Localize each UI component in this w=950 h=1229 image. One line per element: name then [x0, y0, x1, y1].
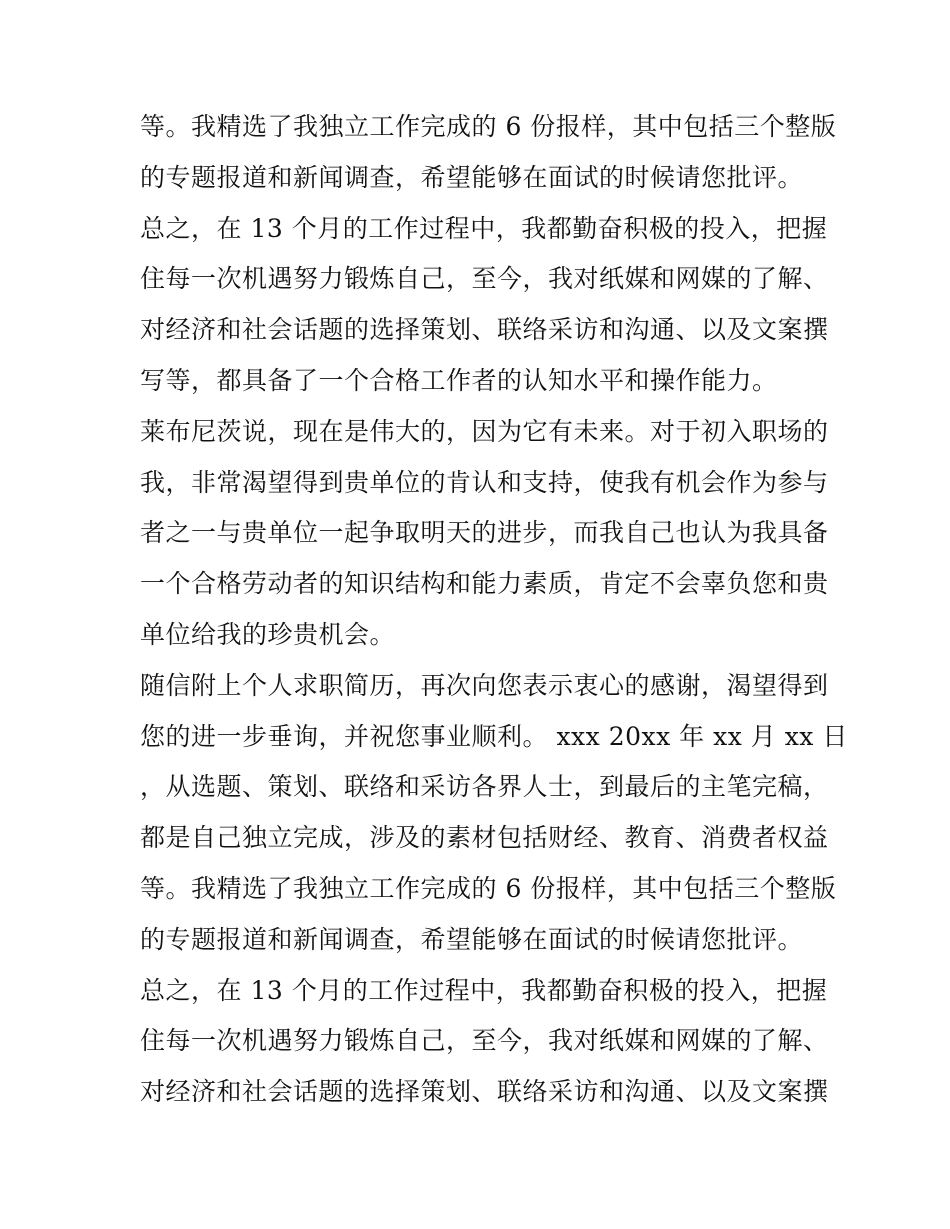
text-line: 等。我精选了我独立工作完成的 6 份报样，其中包括三个整版 [140, 873, 837, 903]
text-line: 一个合格劳动者的知识结构和能力素质，肯定不会辜负您和贵 [140, 569, 829, 599]
text-line: 住每一次机遇努力锻炼自己，至今，我对纸媒和网媒的了解、 [140, 264, 829, 294]
text-line: 者之一与贵单位一起争取明天的进步，而我自己也认为我具备 [140, 518, 829, 548]
text-line: 总之，在 13 个月的工作过程中，我都勤奋积极的投入，把握 [140, 975, 828, 1005]
text-line: 对经济和社会话题的选择策划、联络采访和沟通、以及文案撰 [140, 315, 829, 345]
text-line: 等。我精选了我独立工作完成的 6 份报样，其中包括三个整版 [140, 112, 837, 141]
text-line: 随信附上个人求职简历，再次向您表示衷心的感谢，渴望得到 [140, 670, 829, 700]
text-line: 的专题报道和新闻调查，希望能够在面试的时候请您批评。 [140, 924, 804, 954]
text-line: 的专题报道和新闻调查，希望能够在面试的时候请您批评。 [140, 162, 804, 192]
text-line: 总之，在 13 个月的工作过程中，我都勤奋积极的投入，把握 [140, 213, 828, 243]
text-line: ，从选题、策划、联络和采访各界人士，到最后的主笔完稿， [140, 772, 829, 802]
text-line: 对经济和社会话题的选择策划、联络采访和沟通、以及文案撰 [140, 1077, 829, 1107]
body-text [140, 102, 848, 1118]
text-line: 单位给我的珍贵机会。 [140, 619, 396, 649]
text-line: 莱布尼茨说，现在是伟大的，因为它有未来。对于初入职场的 [140, 416, 829, 446]
text-line: 我，非常渴望得到贵单位的肯认和支持，使我有机会作为参与 [140, 467, 829, 497]
text-line: 都是自己独立完成，涉及的素材包括财经、教育、消费者权益 [140, 823, 829, 853]
text-line: 您的进一步垂询，并祝您事业顺利。 xxx 20xx 年 xx 月 xx 日 [140, 721, 848, 751]
text-line: 写等，都具备了一个合格工作者的认知水平和操作能力。 [140, 365, 778, 395]
text-line: 住每一次机遇努力锻炼自己，至今，我对纸媒和网媒的了解、 [140, 1026, 829, 1056]
